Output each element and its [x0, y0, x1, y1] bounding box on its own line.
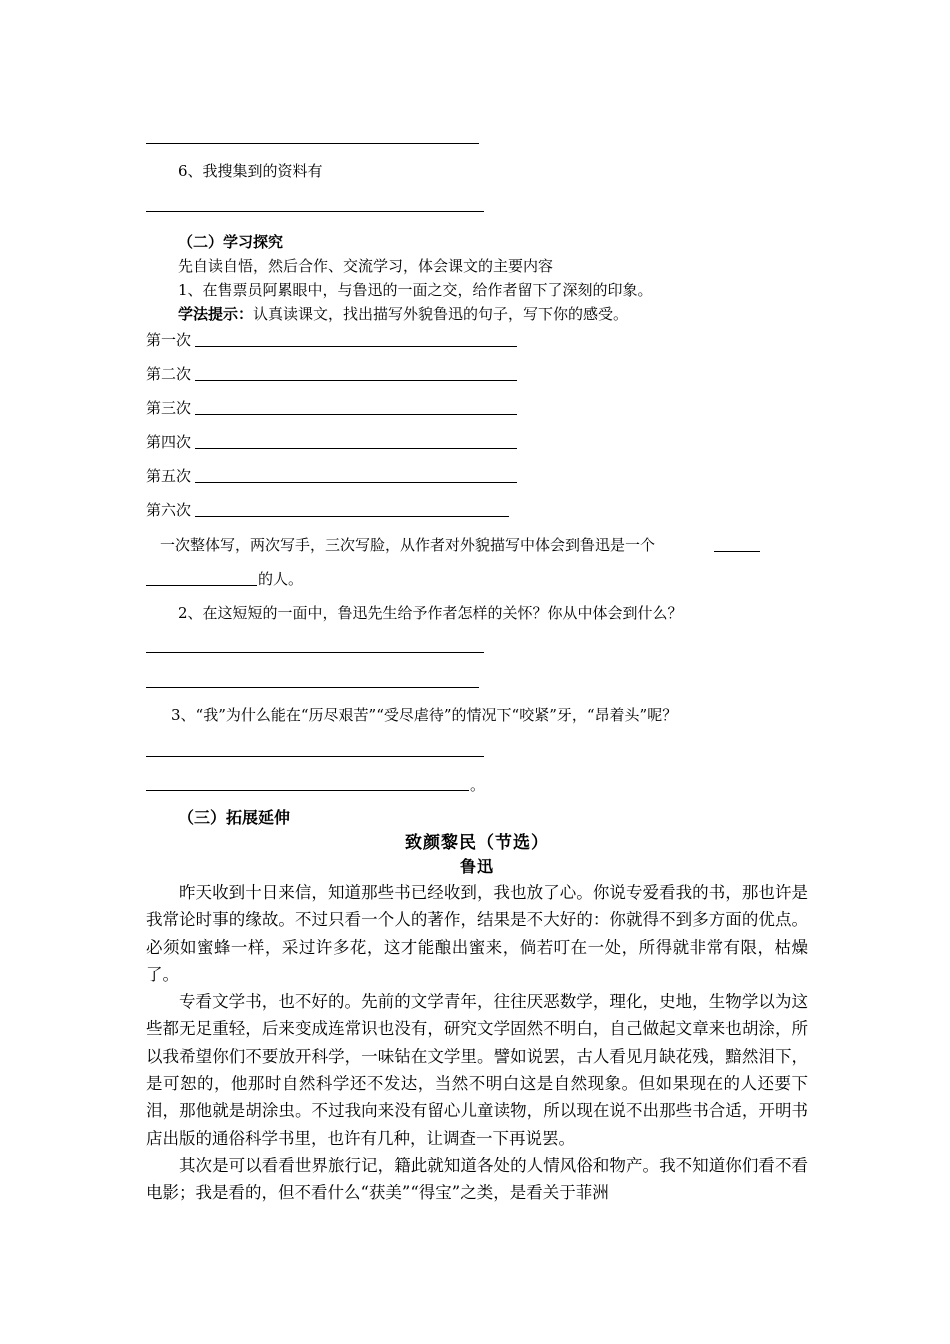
- answer-line[interactable]: [146, 687, 479, 688]
- time-answer-line-2[interactable]: [195, 380, 517, 381]
- time-answer-line-5[interactable]: [195, 482, 517, 483]
- hint-text: 认真读课文，找出描写外貌鲁迅的句子，写下你的感受。: [253, 305, 629, 323]
- time-label-3: 第三次: [146, 399, 192, 417]
- time-answer-line-4[interactable]: [195, 448, 517, 449]
- time-answer-line-6[interactable]: [195, 516, 509, 517]
- article-title: 致颜黎民（节选）: [405, 833, 549, 853]
- question-1: 1、在售票员阿累眼中，与鲁迅的一面之交，给作者留下了深刻的印象。: [178, 281, 653, 299]
- time-label-1: 第一次: [146, 331, 192, 349]
- section-2-heading: （二）学习探究: [178, 233, 284, 251]
- answer-line[interactable]: [146, 790, 469, 791]
- article-paragraph-3: 其次是可以看看世界旅行记，籍此就知道各处的人情风俗和物产。我不知道你们看不看电影；我是看的，但不看什么“获美”“得宝”之类，是看关于菲洲: [146, 1155, 808, 1203]
- answer-line[interactable]: [146, 211, 484, 212]
- summary-end: 的人。: [258, 570, 304, 588]
- article-paragraph-1: 昨天收到十日来信，知道那些书已经收到，我也放了心。你说专爱看我的书，那也许是我常论时事的缘故。不过只看一个人的著作，结果是不大好的：你就得不到多方面的优点。必须如蜜蜂一样，采过许多花，这才能酿出蜜来，倘若叮在一处，所得就非常有限，枯燥了。: [146, 883, 808, 984]
- summary-blank-2[interactable]: [146, 585, 257, 586]
- answer-line[interactable]: [146, 756, 484, 757]
- section-3-heading: （三）拓展延伸: [178, 808, 291, 827]
- answer-line[interactable]: [146, 652, 484, 653]
- question-3-end: 。: [470, 776, 486, 794]
- article-paragraph-2: 专看文学书，也不好的。先前的文学青年，往往厌恶数学，理化，史地，生物学以为这些都无足重轻，后来变成连常识也没有，研究文学固然不明白，自己做起文章来也胡涂，所以我希望你们不要放开科学，一味钻在文学里。譬如说罢，古人看见月缺花残，黯然泪下，是可恕的，他那时自然科学还不发达，当然不明白这是自然现象。但如果现在的人还要下泪，那他就是胡涂虫。不过我向来没有留心儿童读物，所以现在说不出那些书合适，开明书店出版的通俗科学书里，也许有几种，让调查一下再说罢。: [146, 992, 808, 1148]
- time-answer-line-1[interactable]: [195, 346, 517, 347]
- summary-blank-1[interactable]: [714, 551, 760, 552]
- item-6-text: 6、我搜集到的资料有: [178, 162, 323, 180]
- summary-text: 一次整体写，两次写手，三次写脸，从作者对外貌描写中体会到鲁迅是一个: [160, 536, 656, 554]
- article-body: [146, 879, 808, 1207]
- time-label-5: 第五次: [146, 467, 192, 485]
- time-answer-line-3[interactable]: [195, 414, 517, 415]
- section-2-intro: 先自读自悟，然后合作、交流学习，体会课文的主要内容: [178, 257, 554, 275]
- time-label-2: 第二次: [146, 365, 192, 383]
- answer-line[interactable]: [146, 143, 479, 144]
- question-2: 2、在这短短的一面中，鲁迅先生给予作者怎样的关怀？你从中体会到什么？: [178, 604, 683, 622]
- question-3: 3、“我”为什么能在“历尽艰苦”“受尽虐待”的情况下“咬紧”牙，“昂着头”呢？: [171, 706, 678, 724]
- article-author: 鲁迅: [459, 857, 494, 876]
- method-hint: [178, 304, 628, 324]
- hint-label: 学法提示：: [178, 305, 254, 323]
- time-label-6: 第六次: [146, 501, 192, 519]
- time-label-4: 第四次: [146, 433, 192, 451]
